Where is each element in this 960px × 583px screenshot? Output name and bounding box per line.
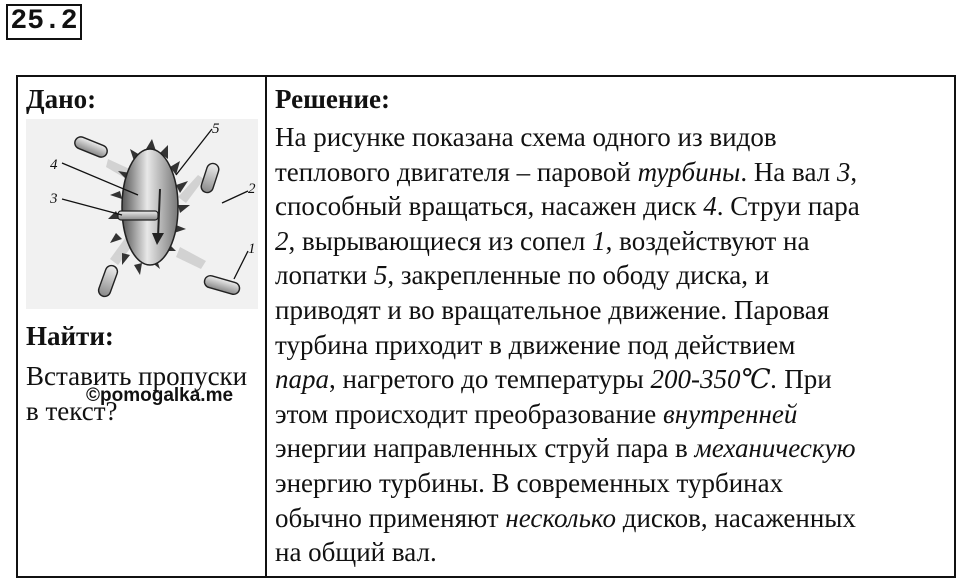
text-segment: дисков, насаженных [615, 502, 856, 533]
solution-line [275, 362, 955, 397]
turbine-figure [26, 119, 258, 309]
italic-term: турбины [637, 156, 741, 187]
solution-line [275, 397, 955, 432]
text-segment: , нагретого до температуры [329, 364, 651, 395]
italic-term: механическую [694, 433, 856, 464]
italic-term: 3 [836, 156, 851, 187]
watermark: ©pomogalka.me [86, 385, 234, 406]
italic-term: внутренней [662, 398, 798, 429]
label-2: 2 [248, 181, 256, 197]
given-header: Дано: [26, 84, 97, 114]
solution-line [275, 535, 955, 570]
shaft [118, 211, 158, 220]
find-header: Найти: [26, 321, 114, 351]
text-segment: лопатки [275, 260, 374, 291]
text-segment: способный вращаться, насажен диск [275, 191, 704, 222]
text-segment: , вырывающиеся из сопел [288, 225, 593, 256]
text-segment: приводят и во вращательное движение. Паровая [275, 294, 830, 325]
italic-term: пара [275, 364, 329, 395]
text-segment: , закрепленные по ободу диска, и [387, 260, 770, 291]
label-4: 4 [50, 157, 58, 173]
label-3: 3 [50, 191, 58, 207]
solution-column [267, 77, 954, 576]
text-segment: , [850, 156, 858, 187]
solution-line [275, 466, 955, 501]
solution-line [275, 120, 955, 155]
italic-term: 2 [275, 225, 289, 256]
italic-term: 1 [592, 225, 606, 256]
text-segment: энергии направленных струй пара в [275, 433, 695, 464]
text-segment: турбина приходит в движение под действием [275, 329, 796, 360]
solution-table [16, 75, 956, 578]
text-segment: При [777, 364, 832, 395]
solution-line [275, 224, 955, 259]
text-segment: . Струи пара [716, 191, 860, 222]
solution-line [275, 293, 955, 328]
text-segment: теплового двигателя – паровой [275, 156, 638, 187]
text-segment: , воздействуют на [605, 225, 810, 256]
italic-term: 200-350℃. [650, 364, 778, 395]
solution-line [275, 258, 955, 293]
text-segment: . На вал [740, 156, 837, 187]
solution-line [275, 431, 955, 466]
solution-line [275, 155, 955, 190]
disc [122, 149, 178, 265]
label-5: 5 [212, 121, 220, 137]
italic-term: 5 [373, 260, 388, 291]
text-segment: этом происходит преобразование [275, 398, 663, 429]
given-column [18, 77, 265, 576]
label-1: 1 [248, 241, 256, 257]
text-segment: на общий вал. [275, 537, 437, 568]
problem-number: 25.2 [6, 4, 82, 40]
solution-line [275, 501, 955, 536]
question-text: Вставить пропуски в текст? [26, 361, 248, 426]
solution-header: Решение: [275, 84, 390, 114]
text-segment: На рисунке показана схема одного из видов [275, 122, 777, 152]
italic-term: 4 [703, 191, 717, 222]
solution-line [275, 328, 955, 363]
text-segment: обычно применяют [275, 502, 506, 533]
solution-line [275, 189, 955, 224]
text-segment: энергию турбины. В современных турбинах [275, 467, 784, 498]
italic-term: несколько [505, 502, 616, 533]
solution-text [275, 120, 955, 570]
